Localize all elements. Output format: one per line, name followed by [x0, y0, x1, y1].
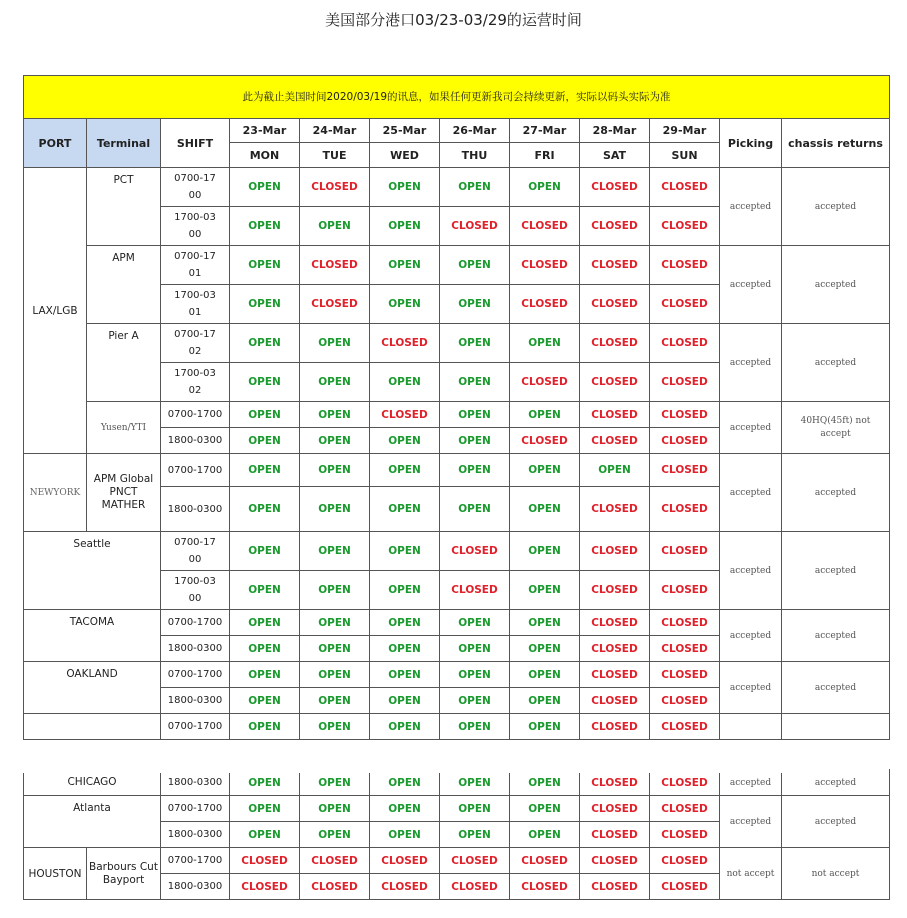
- shift-cell: 1800-0300: [161, 874, 230, 900]
- table-row: [24, 796, 890, 822]
- status-cell: OPEN: [370, 487, 440, 532]
- status-cell: CLOSED: [510, 428, 580, 454]
- status-cell: CLOSED: [650, 428, 720, 454]
- status-cell: CLOSED: [230, 848, 300, 874]
- port-name: [24, 714, 161, 740]
- status-cell: OPEN: [440, 688, 510, 714]
- status-cell: OPEN: [440, 636, 510, 662]
- status-cell: CLOSED: [650, 532, 720, 571]
- status-cell: OPEN: [580, 454, 650, 487]
- status-cell: OPEN: [230, 402, 300, 428]
- status-cell: CLOSED: [650, 688, 720, 714]
- status-cell: CLOSED: [580, 610, 650, 636]
- status-cell: OPEN: [230, 324, 300, 363]
- status-cell: CLOSED: [510, 207, 580, 246]
- status-cell: OPEN: [370, 532, 440, 571]
- status-cell: CLOSED: [650, 246, 720, 285]
- status-cell: CLOSED: [650, 285, 720, 324]
- shift-cell: 0700-1700: [161, 662, 230, 688]
- status-cell: CLOSED: [580, 402, 650, 428]
- status-cell: OPEN: [440, 770, 510, 796]
- table-row: [24, 714, 890, 740]
- chassis-cell: [782, 714, 890, 740]
- chassis-cell: accepted: [782, 168, 890, 246]
- picking-cell: accepted: [720, 610, 782, 662]
- header-day: FRI: [510, 143, 580, 168]
- status-cell: CLOSED: [300, 168, 370, 207]
- status-cell: OPEN: [370, 428, 440, 454]
- status-cell: CLOSED: [650, 168, 720, 207]
- table-row: [24, 848, 890, 874]
- status-cell: CLOSED: [580, 324, 650, 363]
- shift-cell: 0700-1700: [161, 454, 230, 487]
- picking-cell: accepted: [720, 324, 782, 402]
- status-cell: CLOSED: [650, 848, 720, 874]
- status-cell: CLOSED: [650, 662, 720, 688]
- status-cell: OPEN: [230, 168, 300, 207]
- status-cell: CLOSED: [300, 874, 370, 900]
- schedule-table: [23, 75, 890, 900]
- status-cell: OPEN: [510, 487, 580, 532]
- status-cell: OPEN: [440, 487, 510, 532]
- status-cell: CLOSED: [580, 636, 650, 662]
- status-cell: CLOSED: [440, 532, 510, 571]
- status-cell: OPEN: [370, 246, 440, 285]
- status-cell: OPEN: [230, 822, 300, 848]
- shift-cell: 1800-0300: [161, 770, 230, 796]
- chassis-cell: accepted: [782, 770, 890, 796]
- status-cell: OPEN: [300, 207, 370, 246]
- chassis-cell: not accept: [782, 848, 890, 900]
- table-row: [24, 324, 890, 363]
- status-cell: CLOSED: [230, 874, 300, 900]
- shift-cell: 1800-0300: [161, 688, 230, 714]
- status-cell: CLOSED: [650, 402, 720, 428]
- chassis-cell: accepted: [782, 662, 890, 714]
- status-cell: CLOSED: [650, 770, 720, 796]
- status-cell: CLOSED: [580, 874, 650, 900]
- status-cell: CLOSED: [580, 207, 650, 246]
- status-cell: OPEN: [440, 363, 510, 402]
- header-day: SUN: [650, 143, 720, 168]
- status-cell: CLOSED: [440, 207, 510, 246]
- status-cell: OPEN: [230, 487, 300, 532]
- terminal-name: APM Global PNCT MATHER: [87, 454, 161, 532]
- status-cell: CLOSED: [650, 714, 720, 740]
- status-cell: OPEN: [300, 822, 370, 848]
- status-cell: OPEN: [510, 571, 580, 610]
- header-date: 25-Mar: [370, 119, 440, 143]
- status-cell: OPEN: [230, 285, 300, 324]
- status-cell: OPEN: [300, 487, 370, 532]
- table-row: [24, 770, 890, 796]
- status-cell: OPEN: [440, 428, 510, 454]
- header-day: THU: [440, 143, 510, 168]
- status-cell: OPEN: [370, 822, 440, 848]
- shift-cell: 1800-0300: [161, 487, 230, 532]
- status-cell: OPEN: [230, 770, 300, 796]
- status-cell: CLOSED: [300, 285, 370, 324]
- chassis-cell: accepted: [782, 324, 890, 402]
- shift-cell: 1800-0300: [161, 636, 230, 662]
- status-cell: CLOSED: [580, 848, 650, 874]
- port-name: Seattle: [24, 532, 161, 610]
- picking-cell: accepted: [720, 246, 782, 324]
- picking-cell: accepted: [720, 454, 782, 532]
- header-date: 26-Mar: [440, 119, 510, 143]
- status-cell: OPEN: [300, 610, 370, 636]
- header-day: WED: [370, 143, 440, 168]
- header-date: 24-Mar: [300, 119, 370, 143]
- status-cell: OPEN: [440, 324, 510, 363]
- status-cell: OPEN: [300, 402, 370, 428]
- status-cell: OPEN: [370, 636, 440, 662]
- port-name: LAX/LGB: [24, 168, 87, 454]
- status-cell: OPEN: [230, 454, 300, 487]
- status-cell: CLOSED: [650, 874, 720, 900]
- status-cell: OPEN: [510, 688, 580, 714]
- port-name: TACOMA: [24, 610, 161, 662]
- status-cell: OPEN: [300, 571, 370, 610]
- shift-cell: 0700-1700: [161, 714, 230, 740]
- table-row: [24, 610, 890, 636]
- status-cell: CLOSED: [440, 848, 510, 874]
- chassis-cell: 40HQ(45ft) not accept: [782, 402, 890, 454]
- status-cell: OPEN: [510, 714, 580, 740]
- shift-cell: 1800-0300: [161, 822, 230, 848]
- port-name: HOUSTON: [24, 848, 87, 900]
- shift-cell: 0700-1700: [161, 168, 230, 207]
- status-cell: OPEN: [510, 532, 580, 571]
- picking-cell: accepted: [720, 402, 782, 454]
- chassis-cell: accepted: [782, 796, 890, 848]
- picking-cell: [720, 714, 782, 740]
- table-row: [24, 532, 890, 571]
- status-cell: OPEN: [230, 428, 300, 454]
- table-row: [24, 246, 890, 285]
- shift-cell: 0700-1701: [161, 246, 230, 285]
- header-date: 23-Mar: [230, 119, 300, 143]
- status-cell: CLOSED: [650, 454, 720, 487]
- terminal-name: Pier A: [87, 324, 161, 402]
- status-cell: CLOSED: [370, 874, 440, 900]
- shift-cell: 0700-1700: [161, 532, 230, 571]
- status-cell: OPEN: [300, 454, 370, 487]
- status-cell: OPEN: [300, 662, 370, 688]
- status-cell: OPEN: [440, 796, 510, 822]
- shift-cell: 1700-0301: [161, 285, 230, 324]
- shift-cell: 1700-0302: [161, 363, 230, 402]
- chassis-cell: accepted: [782, 246, 890, 324]
- status-cell: OPEN: [300, 532, 370, 571]
- status-cell: CLOSED: [510, 246, 580, 285]
- status-cell: OPEN: [300, 324, 370, 363]
- status-cell: OPEN: [300, 796, 370, 822]
- status-cell: CLOSED: [580, 487, 650, 532]
- status-cell: OPEN: [370, 168, 440, 207]
- status-cell: OPEN: [440, 168, 510, 207]
- status-cell: CLOSED: [580, 246, 650, 285]
- status-cell: CLOSED: [580, 770, 650, 796]
- status-cell: CLOSED: [580, 714, 650, 740]
- status-cell: OPEN: [370, 714, 440, 740]
- status-cell: OPEN: [370, 688, 440, 714]
- status-cell: CLOSED: [370, 848, 440, 874]
- shift-cell: 0700-1700: [161, 796, 230, 822]
- header-date: 29-Mar: [650, 119, 720, 143]
- status-cell: CLOSED: [440, 874, 510, 900]
- status-cell: CLOSED: [650, 324, 720, 363]
- status-cell: OPEN: [230, 571, 300, 610]
- header-chassis: chassis returns: [782, 119, 890, 168]
- status-cell: OPEN: [230, 207, 300, 246]
- status-cell: OPEN: [230, 714, 300, 740]
- status-cell: OPEN: [510, 454, 580, 487]
- header-shift: SHIFT: [161, 119, 230, 168]
- status-cell: OPEN: [370, 610, 440, 636]
- status-cell: CLOSED: [580, 532, 650, 571]
- status-cell: OPEN: [370, 770, 440, 796]
- shift-cell: 0700-1700: [161, 402, 230, 428]
- picking-cell: accepted: [720, 796, 782, 848]
- table-row: [24, 454, 890, 487]
- shift-cell: 0700-1700: [161, 610, 230, 636]
- status-cell: OPEN: [230, 688, 300, 714]
- status-cell: OPEN: [230, 363, 300, 402]
- status-cell: CLOSED: [510, 874, 580, 900]
- notice-banner: 此为截止美国时间2020/03/19的讯息，如果任何更新我司会持续更新，实际以码头实际为准: [24, 76, 890, 119]
- shift-cell: 1800-0300: [161, 428, 230, 454]
- header-day: SAT: [580, 143, 650, 168]
- status-cell: OPEN: [440, 454, 510, 487]
- table-row: [24, 402, 890, 428]
- status-cell: CLOSED: [510, 363, 580, 402]
- status-cell: OPEN: [510, 770, 580, 796]
- status-cell: OPEN: [440, 822, 510, 848]
- port-name: OAKLAND: [24, 662, 161, 714]
- status-cell: OPEN: [510, 796, 580, 822]
- table-break: [23, 743, 889, 773]
- shift-cell: 0700-1702: [161, 324, 230, 363]
- page-title: 美国部分港口03/23-03/29的运营时间: [325, 11, 582, 29]
- status-cell: CLOSED: [580, 428, 650, 454]
- status-cell: CLOSED: [580, 662, 650, 688]
- terminal-name: PCT: [87, 168, 161, 246]
- shift-cell: 1700-0300: [161, 571, 230, 610]
- status-cell: CLOSED: [650, 822, 720, 848]
- status-cell: OPEN: [230, 636, 300, 662]
- port-name: NEWYORK: [24, 454, 87, 532]
- status-cell: OPEN: [370, 285, 440, 324]
- status-cell: CLOSED: [580, 285, 650, 324]
- chassis-cell: accepted: [782, 610, 890, 662]
- status-cell: CLOSED: [300, 848, 370, 874]
- status-cell: OPEN: [370, 363, 440, 402]
- picking-cell: accepted: [720, 532, 782, 610]
- status-cell: OPEN: [510, 168, 580, 207]
- status-cell: OPEN: [510, 822, 580, 848]
- header-terminal: Terminal: [87, 119, 161, 168]
- status-cell: OPEN: [230, 610, 300, 636]
- shift-cell: 0700-1700: [161, 848, 230, 874]
- picking-cell: not accept: [720, 848, 782, 900]
- status-cell: OPEN: [230, 662, 300, 688]
- status-cell: OPEN: [230, 532, 300, 571]
- status-cell: OPEN: [370, 796, 440, 822]
- terminal-name: APM: [87, 246, 161, 324]
- header-date: 27-Mar: [510, 119, 580, 143]
- status-cell: CLOSED: [650, 363, 720, 402]
- status-cell: OPEN: [300, 428, 370, 454]
- shift-cell: 1700-0300: [161, 207, 230, 246]
- header-day: MON: [230, 143, 300, 168]
- status-cell: OPEN: [440, 285, 510, 324]
- status-cell: OPEN: [370, 207, 440, 246]
- status-cell: CLOSED: [580, 363, 650, 402]
- status-cell: CLOSED: [650, 571, 720, 610]
- status-cell: CLOSED: [510, 285, 580, 324]
- status-cell: OPEN: [510, 662, 580, 688]
- table-row: [24, 168, 890, 207]
- status-cell: OPEN: [440, 402, 510, 428]
- status-cell: OPEN: [440, 662, 510, 688]
- chassis-cell: accepted: [782, 532, 890, 610]
- status-cell: CLOSED: [650, 610, 720, 636]
- terminal-name: Barbours Cut Bayport: [87, 848, 161, 900]
- status-cell: OPEN: [300, 714, 370, 740]
- status-cell: OPEN: [300, 363, 370, 402]
- status-cell: OPEN: [370, 662, 440, 688]
- port-name: Atlanta: [24, 796, 161, 848]
- status-cell: CLOSED: [510, 848, 580, 874]
- status-cell: OPEN: [440, 714, 510, 740]
- status-cell: OPEN: [300, 688, 370, 714]
- status-cell: CLOSED: [300, 246, 370, 285]
- header-picking: Picking: [720, 119, 782, 168]
- chassis-cell: accepted: [782, 454, 890, 532]
- status-cell: CLOSED: [440, 571, 510, 610]
- status-cell: CLOSED: [650, 487, 720, 532]
- header-date: 28-Mar: [580, 119, 650, 143]
- status-cell: CLOSED: [580, 822, 650, 848]
- terminal-name: Yusen/YTI: [87, 402, 161, 454]
- status-cell: CLOSED: [650, 207, 720, 246]
- status-cell: CLOSED: [650, 796, 720, 822]
- table-row: [24, 662, 890, 688]
- status-cell: OPEN: [370, 454, 440, 487]
- status-cell: OPEN: [230, 246, 300, 285]
- status-cell: OPEN: [510, 636, 580, 662]
- status-cell: OPEN: [440, 610, 510, 636]
- status-cell: OPEN: [370, 571, 440, 610]
- picking-cell: accepted: [720, 168, 782, 246]
- status-cell: CLOSED: [580, 796, 650, 822]
- status-cell: CLOSED: [370, 402, 440, 428]
- status-cell: CLOSED: [580, 688, 650, 714]
- status-cell: OPEN: [300, 636, 370, 662]
- status-cell: CLOSED: [580, 571, 650, 610]
- header-day: TUE: [300, 143, 370, 168]
- status-cell: CLOSED: [650, 636, 720, 662]
- status-cell: OPEN: [510, 610, 580, 636]
- status-cell: OPEN: [230, 796, 300, 822]
- picking-cell: accepted: [720, 662, 782, 714]
- status-cell: OPEN: [300, 770, 370, 796]
- status-cell: CLOSED: [370, 324, 440, 363]
- header-port: PORT: [24, 119, 87, 168]
- status-cell: OPEN: [510, 402, 580, 428]
- picking-cell: accepted: [720, 770, 782, 796]
- port-name: CHICAGO: [24, 770, 161, 796]
- status-cell: OPEN: [440, 246, 510, 285]
- status-cell: CLOSED: [580, 168, 650, 207]
- status-cell: OPEN: [510, 324, 580, 363]
